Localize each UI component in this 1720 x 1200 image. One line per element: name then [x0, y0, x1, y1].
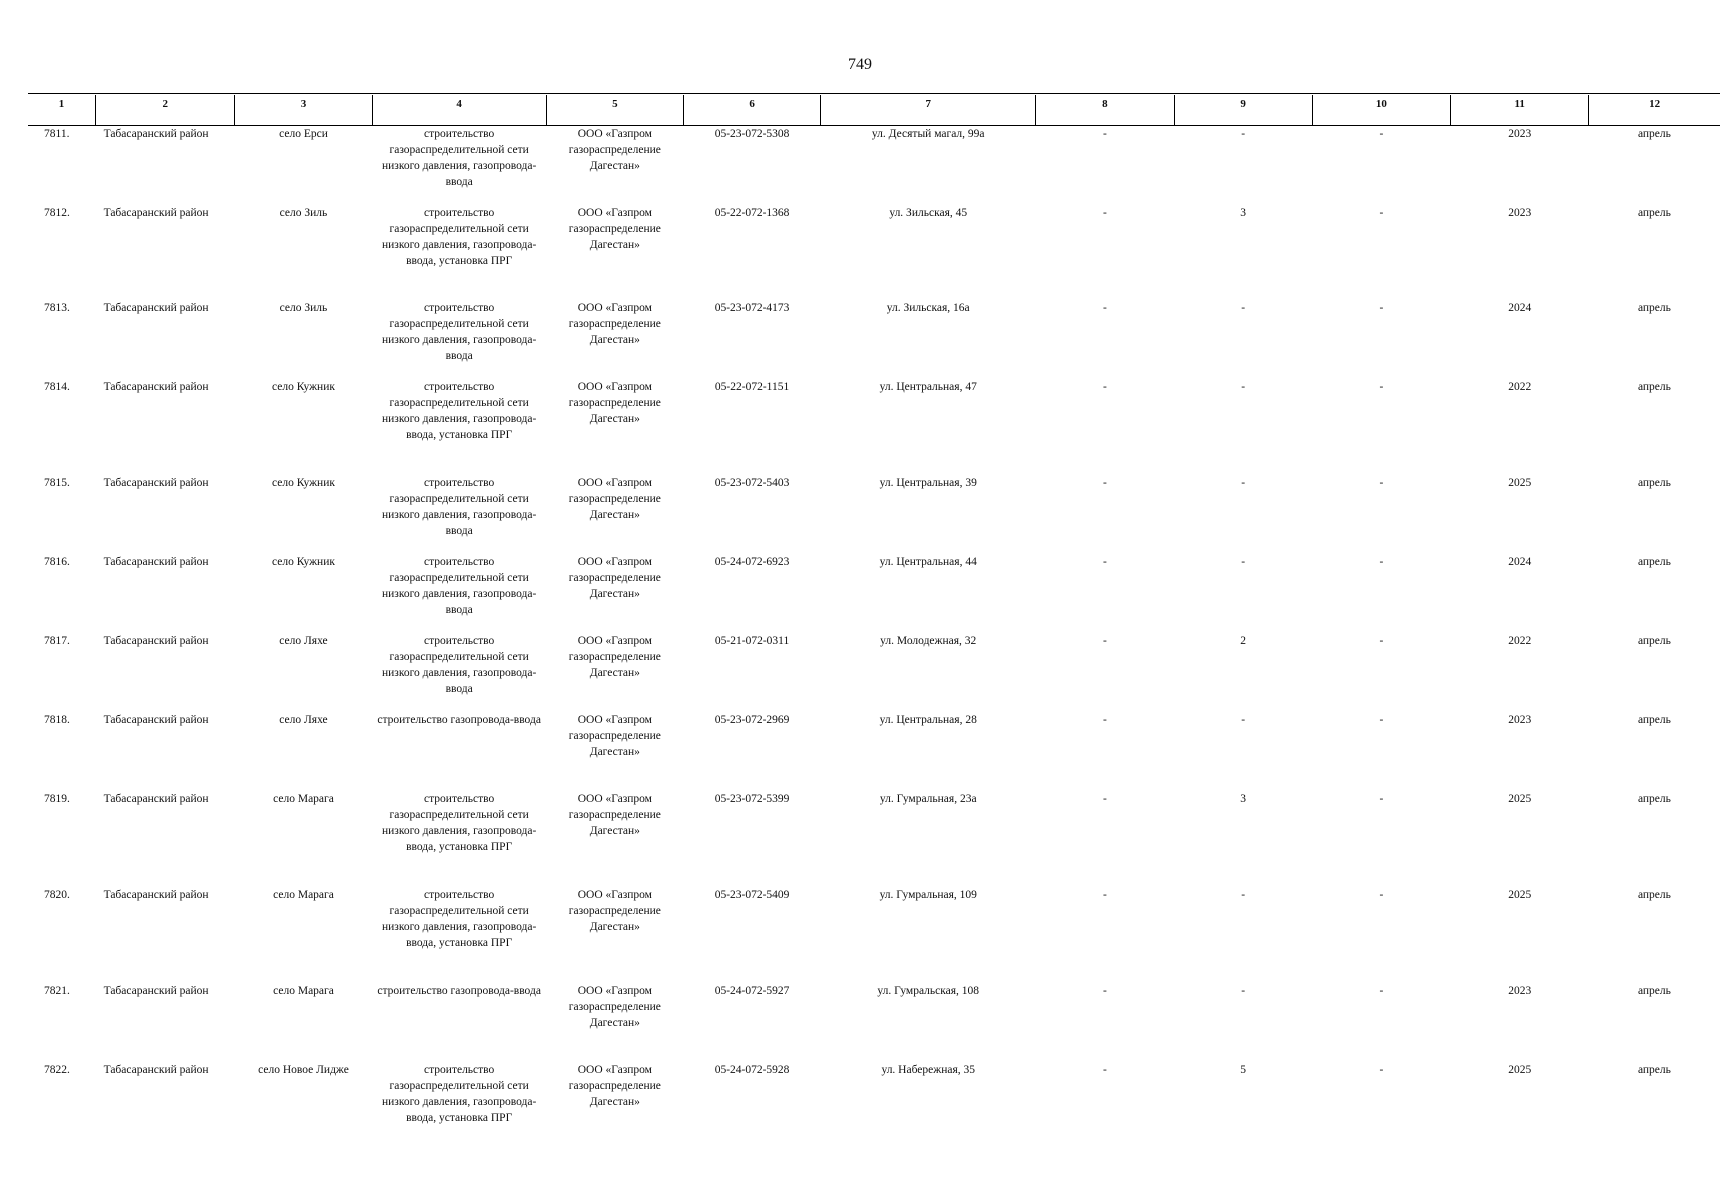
row-number: 7817.	[44, 634, 70, 647]
col8-cell: -	[1102, 128, 1107, 140]
col9-cell: -	[1241, 713, 1246, 726]
organization-cell: ООО «Газпром газораспределение Дагестан»	[568, 888, 661, 933]
code-cell: 05-23-072-2969	[714, 713, 790, 726]
col8-cell: -	[1102, 555, 1107, 568]
address-cell: ул. Молодежная, 32	[880, 634, 977, 647]
district-cell: Табасаранский район	[103, 301, 209, 314]
col10-cell: -	[1379, 888, 1384, 901]
district-cell: Табасаранский район	[103, 1063, 209, 1076]
work-description-cell: строительство газопровода-ввода	[377, 984, 541, 997]
table-row	[28, 633, 1720, 712]
year-cell: 2024	[1508, 555, 1532, 568]
address-cell: ул. Центральная, 28	[879, 713, 977, 726]
settlement-cell: село Марага	[273, 792, 334, 805]
col-header-6: 6	[683, 95, 820, 126]
row-number: 7815.	[44, 476, 70, 489]
col9-cell: -	[1241, 555, 1246, 568]
district-cell: Табасаранский район	[103, 984, 209, 997]
settlement-cell: село Ляхе	[279, 713, 328, 726]
address-cell: ул. Гумральская, 108	[877, 984, 980, 997]
district-cell: Табасаранский район	[103, 888, 209, 901]
row-number: 7819.	[44, 792, 70, 805]
month-cell: апрель	[1637, 206, 1671, 219]
work-description-cell: строительство газораспределительной сети низкого давления, газопровода-ввода, установка ПРГ	[381, 206, 537, 267]
work-description-cell: строительство газораспределительной сети низкого давления, газопровода-ввода	[381, 301, 537, 362]
month-cell: апрель	[1637, 301, 1671, 314]
col9-cell: 3	[1240, 792, 1247, 805]
month-cell: апрель	[1637, 634, 1671, 647]
district-cell: Табасаранский район	[103, 555, 209, 568]
district-cell: Табасаранский район	[103, 476, 209, 489]
col-header-2: 2	[96, 95, 235, 126]
table-row	[28, 791, 1720, 887]
col9-cell: 2	[1240, 634, 1247, 647]
settlement-cell: село Марага	[273, 984, 334, 997]
year-cell: 2022	[1508, 634, 1532, 647]
organization-cell: ООО «Газпром газораспределение Дагестан»	[568, 301, 661, 346]
year-cell: 2025	[1508, 888, 1532, 901]
page-number: 749	[848, 56, 872, 73]
organization-cell: ООО «Газпром газораспределение Дагестан»	[568, 206, 661, 251]
col8-cell: -	[1102, 792, 1107, 805]
year-cell: 2024	[1508, 301, 1532, 314]
col9-cell: 3	[1240, 206, 1247, 219]
col-header-1: 1	[28, 95, 96, 126]
district-cell: Табасаранский район	[103, 128, 209, 140]
work-description-cell: строительство газораспределительной сети низкого давления, газопровода-ввода, установка ПРГ	[381, 1063, 537, 1124]
year-cell: 2023	[1508, 128, 1532, 140]
organization-cell: ООО «Газпром газораспределение Дагестан»	[568, 555, 661, 600]
address-cell: ул. Зильская, 45	[889, 206, 968, 219]
code-cell: 05-23-072-5399	[714, 792, 790, 805]
code-cell: 05-22-072-1368	[714, 206, 790, 219]
month-cell: апрель	[1637, 555, 1671, 568]
organization-cell: ООО «Газпром газораспределение Дагестан»	[568, 1063, 661, 1108]
col8-cell: -	[1102, 634, 1107, 647]
col-header-5: 5	[546, 95, 683, 126]
settlement-cell: село Ляхе	[279, 634, 328, 647]
year-cell: 2025	[1508, 476, 1532, 489]
row-number: 7814.	[44, 380, 70, 393]
col10-cell: -	[1379, 984, 1384, 997]
col9-cell: -	[1241, 476, 1246, 489]
organization-cell: ООО «Газпром газораспределение Дагестан»	[568, 713, 661, 758]
organization-cell: ООО «Газпром газораспределение Дагестан»	[568, 792, 661, 837]
row-number: 7821.	[44, 984, 70, 997]
col10-cell: -	[1379, 128, 1384, 140]
address-cell: ул. Центральная, 47	[879, 380, 977, 393]
col9-cell: -	[1241, 301, 1246, 314]
table-row	[28, 712, 1720, 791]
table-top-rule	[28, 93, 1720, 94]
col-header-8: 8	[1036, 95, 1174, 126]
code-cell: 05-24-072-6923	[714, 555, 790, 568]
table-row	[28, 554, 1720, 633]
col10-cell: -	[1379, 792, 1384, 805]
col10-cell: -	[1379, 301, 1384, 314]
organization-cell: ООО «Газпром газораспределение Дагестан»	[568, 380, 661, 425]
address-cell: ул. Набережная, 35	[881, 1063, 975, 1076]
col9-cell: 5	[1240, 1063, 1247, 1076]
row-number: 7822.	[44, 1063, 70, 1076]
month-cell: апрель	[1637, 476, 1671, 489]
settlement-cell: село Кужник	[272, 555, 335, 568]
year-cell: 2023	[1508, 713, 1532, 726]
col8-cell: -	[1102, 301, 1107, 314]
settlement-cell: село Ерси	[279, 128, 328, 140]
month-cell: апрель	[1637, 380, 1671, 393]
code-cell: 05-23-072-5308	[714, 128, 790, 140]
table-row	[28, 887, 1720, 983]
year-cell: 2023	[1508, 206, 1532, 219]
address-cell: ул. Гумральная, 23а	[879, 792, 977, 805]
work-description-cell: строительство газораспределительной сети низкого давления, газопровода-ввода, установка ПРГ	[381, 888, 537, 949]
column-number-header-row	[28, 95, 1720, 126]
table-row	[28, 300, 1720, 379]
table-row	[28, 475, 1720, 554]
col-header-4: 4	[372, 95, 546, 126]
col-header-3: 3	[235, 95, 372, 126]
row-number: 7813.	[44, 301, 70, 314]
col-header-10: 10	[1312, 95, 1450, 126]
address-cell: ул. Центральная, 39	[879, 476, 977, 489]
settlement-cell: село Марага	[273, 888, 334, 901]
row-number: 7820.	[44, 888, 70, 901]
col10-cell: -	[1379, 206, 1384, 219]
col-header-9: 9	[1174, 95, 1312, 126]
settlement-cell: село Кужник	[272, 476, 335, 489]
district-cell: Табасаранский район	[103, 792, 209, 805]
code-cell: 05-24-072-5927	[714, 984, 790, 997]
work-description-cell: строительство газораспределительной сети низкого давления, газопровода-ввода	[381, 634, 537, 695]
organization-cell: ООО «Газпром газораспределение Дагестан»	[568, 476, 661, 521]
col8-cell: -	[1102, 984, 1107, 997]
col-header-11: 11	[1451, 95, 1589, 126]
district-cell: Табасаранский район	[103, 206, 209, 219]
organization-cell: ООО «Газпром газораспределение Дагестан»	[568, 634, 661, 679]
settlement-cell: село Новое Лидже	[258, 1063, 349, 1076]
col8-cell: -	[1102, 206, 1107, 219]
month-cell: апрель	[1637, 713, 1671, 726]
work-description-cell: строительство газораспределительной сети низкого давления, газопровода-ввода, установка ПРГ	[381, 380, 537, 441]
col10-cell: -	[1379, 634, 1384, 647]
settlement-cell: село Зиль	[279, 206, 328, 219]
row-number: 7811.	[44, 128, 70, 140]
address-cell: ул. Зильская, 16а	[886, 301, 970, 314]
year-cell: 2022	[1508, 380, 1532, 393]
col8-cell: -	[1102, 380, 1107, 393]
address-cell: ул. Центральная, 44	[879, 555, 977, 568]
col10-cell: -	[1379, 713, 1384, 726]
work-description-cell: строительство газораспределительной сети низкого давления, газопровода-ввода	[381, 476, 537, 537]
col8-cell: -	[1102, 713, 1107, 726]
col9-cell: -	[1241, 128, 1246, 140]
code-cell: 05-22-072-1151	[714, 380, 790, 393]
gasification-table	[28, 95, 1720, 1152]
col8-cell: -	[1102, 476, 1107, 489]
address-cell: ул. Гумральная, 109	[879, 888, 977, 901]
col10-cell: -	[1379, 1063, 1384, 1076]
col8-cell: -	[1102, 888, 1107, 901]
col-header-7: 7	[821, 95, 1036, 126]
code-cell: 05-21-072-0311	[714, 634, 790, 647]
month-cell: апрель	[1637, 128, 1671, 140]
code-cell: 05-23-072-4173	[714, 301, 790, 314]
district-cell: Табасаранский район	[103, 634, 209, 647]
col9-cell: -	[1241, 888, 1246, 901]
col-header-12: 12	[1589, 95, 1720, 126]
month-cell: апрель	[1637, 984, 1671, 997]
row-number: 7812.	[44, 206, 70, 219]
settlement-cell: село Кужник	[272, 380, 335, 393]
table-row	[28, 379, 1720, 475]
table-row	[28, 205, 1720, 300]
organization-cell: ООО «Газпром газораспределение Дагестан»	[568, 128, 661, 172]
settlement-cell: село Зиль	[279, 301, 328, 314]
table-row	[28, 126, 1720, 205]
district-cell: Табасаранский район	[103, 380, 209, 393]
year-cell: 2023	[1508, 984, 1532, 997]
col10-cell: -	[1379, 476, 1384, 489]
organization-cell: ООО «Газпром газораспределение Дагестан»	[568, 984, 661, 1029]
row-number: 7818.	[44, 713, 70, 726]
col10-cell: -	[1379, 555, 1384, 568]
col9-cell: -	[1241, 984, 1246, 997]
col8-cell: -	[1102, 1063, 1107, 1076]
code-cell: 05-24-072-5928	[714, 1063, 790, 1076]
month-cell: апрель	[1637, 792, 1671, 805]
work-description-cell: строительство газораспределительной сети низкого давления, газопровода-ввода	[381, 128, 537, 188]
work-description-cell: строительство газораспределительной сети низкого давления, газопровода-ввода	[381, 555, 537, 616]
year-cell: 2025	[1508, 1063, 1532, 1076]
code-cell: 05-23-072-5409	[714, 888, 790, 901]
month-cell: апрель	[1637, 1063, 1671, 1076]
month-cell: апрель	[1637, 888, 1671, 901]
year-cell: 2025	[1508, 792, 1532, 805]
table-row	[28, 1062, 1720, 1152]
table-row	[28, 983, 1720, 1062]
code-cell: 05-23-072-5403	[714, 476, 790, 489]
work-description-cell: строительство газораспределительной сети низкого давления, газопровода-ввода, установка ПРГ	[381, 792, 537, 853]
col10-cell: -	[1379, 380, 1384, 393]
district-cell: Табасаранский район	[103, 713, 209, 726]
work-description-cell: строительство газопровода-ввода	[377, 713, 541, 726]
col9-cell: -	[1241, 380, 1246, 393]
address-cell: ул. Десятый магал, 99а	[871, 128, 985, 140]
row-number: 7816.	[44, 555, 70, 568]
